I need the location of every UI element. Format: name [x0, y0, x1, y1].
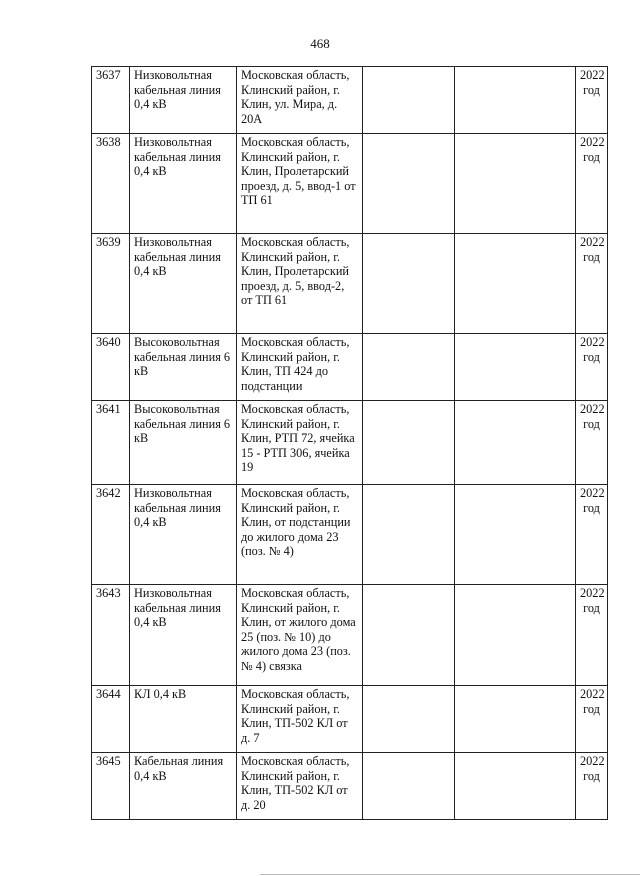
row-number-cell: 3637: [92, 67, 130, 134]
object-name-cell: Высоковольтная кабельная линия 6 кВ: [130, 334, 237, 401]
registry-table: [91, 66, 608, 820]
address-cell: Московская область, Клинский район, г. Клин, Пролетарский проезд, д. 5, ввод-2, от ТП 61: [237, 234, 363, 334]
object-name-cell: Кабельная линия 0,4 кВ: [130, 753, 237, 820]
object-name-cell: Низковольтная кабельная линия 0,4 кВ: [130, 234, 237, 334]
row-number-cell: 3641: [92, 401, 130, 485]
table-row: [92, 234, 608, 334]
empty-cell: [455, 67, 576, 134]
empty-cell: [455, 334, 576, 401]
row-number-cell: 3643: [92, 585, 130, 686]
address-cell: Московская область, Клинский район, г. Клин, от жилого дома 25 (поз. № 10) до жилого дома 23 (поз. № 4) связка: [237, 585, 363, 686]
year-cell: 2022 год: [576, 67, 608, 134]
empty-cell: [363, 234, 455, 334]
year-cell: 2022 год: [576, 686, 608, 753]
row-number-cell: 3638: [92, 134, 130, 234]
table-row: [92, 401, 608, 485]
address-cell: Московская область, Клинский район, г. Клин, ул. Мира, д. 20А: [237, 67, 363, 134]
bottom-rule: [260, 874, 640, 875]
empty-cell: [363, 401, 455, 485]
empty-cell: [455, 753, 576, 820]
table-row: [92, 686, 608, 753]
empty-cell: [455, 686, 576, 753]
table-row: [92, 753, 608, 820]
row-number-cell: 3644: [92, 686, 130, 753]
empty-cell: [363, 585, 455, 686]
empty-cell: [455, 585, 576, 686]
address-cell: Московская область, Клинский район, г. Клин, РТП 72, ячейка 15 - РТП 306, ячейка 19: [237, 401, 363, 485]
empty-cell: [363, 753, 455, 820]
empty-cell: [455, 134, 576, 234]
table-row: [92, 67, 608, 134]
page-number: 468: [310, 36, 330, 51]
address-cell: Московская область, Клинский район, г. Клин, Пролетарский проезд, д. 5, ввод-1 от ТП 61: [237, 134, 363, 234]
year-cell: 2022 год: [576, 585, 608, 686]
empty-cell: [363, 686, 455, 753]
empty-cell: [363, 134, 455, 234]
object-name-cell: Низковольтная кабельная линия 0,4 кВ: [130, 67, 237, 134]
empty-cell: [455, 401, 576, 485]
table-row: [92, 585, 608, 686]
object-name-cell: Высоковольтная кабельная линия 6 кВ: [130, 401, 237, 485]
address-cell: Московская область, Клинский район, г. Клин, ТП-502 КЛ от д. 20: [237, 753, 363, 820]
address-cell: Московская область, Клинский район, г. Клин, от подстанции до жилого дома 23 (поз. № 4): [237, 485, 363, 585]
year-cell: 2022 год: [576, 234, 608, 334]
empty-cell: [363, 334, 455, 401]
table-row: [92, 485, 608, 585]
year-cell: 2022 год: [576, 485, 608, 585]
object-name-cell: Низковольтная кабельная линия 0,4 кВ: [130, 134, 237, 234]
year-cell: 2022 год: [576, 401, 608, 485]
table-row: [92, 134, 608, 234]
row-number-cell: 3639: [92, 234, 130, 334]
row-number-cell: 3640: [92, 334, 130, 401]
empty-cell: [363, 67, 455, 134]
object-name-cell: Низковольтная кабельная линия 0,4 кВ: [130, 485, 237, 585]
address-cell: Московская область, Клинский район, г. Клин, ТП 424 до подстанции: [237, 334, 363, 401]
row-number-cell: 3642: [92, 485, 130, 585]
table-row: [92, 334, 608, 401]
empty-cell: [455, 234, 576, 334]
year-cell: 2022 год: [576, 334, 608, 401]
row-number-cell: 3645: [92, 753, 130, 820]
year-cell: 2022 год: [576, 753, 608, 820]
address-cell: Московская область, Клинский район, г. Клин, ТП-502 КЛ от д. 7: [237, 686, 363, 753]
empty-cell: [455, 485, 576, 585]
object-name-cell: Низковольтная кабельная линия 0,4 кВ: [130, 585, 237, 686]
empty-cell: [363, 485, 455, 585]
year-cell: 2022 год: [576, 134, 608, 234]
object-name-cell: КЛ 0,4 кВ: [130, 686, 237, 753]
